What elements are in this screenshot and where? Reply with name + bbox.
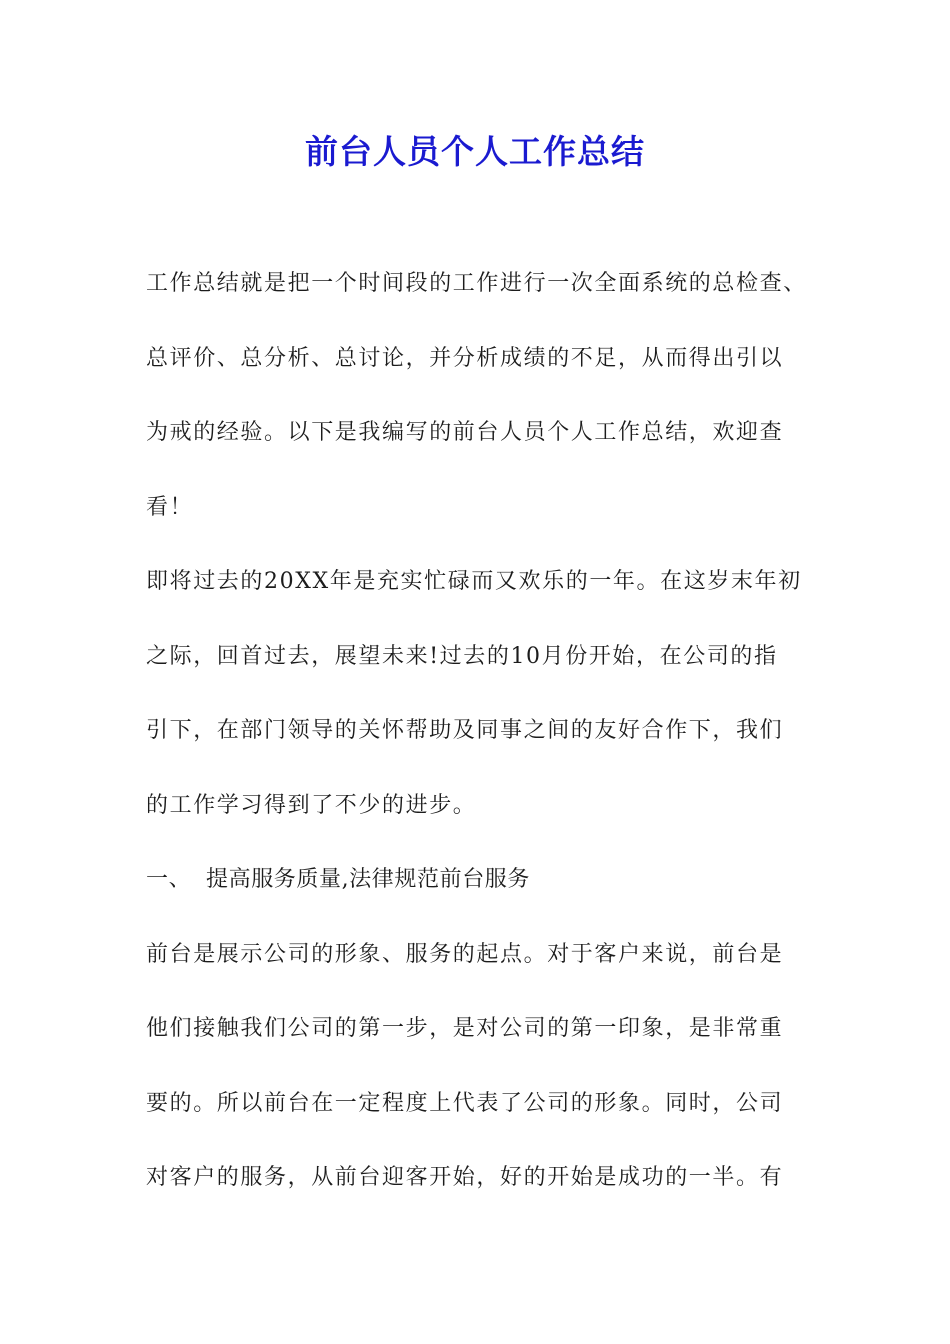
intro-line: 工作总结就是把一个时间段的工作进行一次全面系统的总检查、 — [146, 271, 807, 296]
intro-line: 看！ — [146, 494, 194, 520]
section-heading — [146, 858, 826, 933]
intro-line: 总评价、总分析、总讨论，并分析成绩的不足，从而得出引以 — [146, 345, 784, 371]
document-title: 前台人员个人工作总结 — [305, 132, 645, 171]
section-number: 一、 — [146, 867, 192, 892]
paragraph-line: 之际，回首过去，展望未来!过去的10月份开始，在公司的指 — [146, 643, 778, 669]
paragraph-line: 要的。所以前台在一定程度上代表了公司的形象。同时，公司 — [146, 1090, 784, 1116]
paragraph-line: 前台是展示公司的形象、服务的起点。对于客户来说，前台是 — [146, 941, 784, 967]
intro-line: 为戒的经验。以下是我编写的前台人员个人工作总结，欢迎查 — [146, 420, 784, 445]
paragraph-line: 引下，在部门领导的关怀帮助及同事之间的友好合作下，我们 — [146, 718, 784, 743]
section-heading-text: 提高服务质量,法律规范前台服务 — [206, 867, 530, 892]
paragraph-line: 他们接触我们公司的第一步，是对公司的第一印象，是非常重 — [146, 1016, 784, 1041]
paragraph-line: 即将过去的20XX年是充实忙碌而又欢乐的一年。在这岁末年初 — [146, 569, 802, 594]
paragraph-line: 的工作学习得到了不少的进步。 — [146, 792, 477, 818]
paragraph-line: 对客户的服务，从前台迎客开始，好的开始是成功的一半。有 — [146, 1165, 784, 1190]
document-body — [146, 262, 826, 1231]
